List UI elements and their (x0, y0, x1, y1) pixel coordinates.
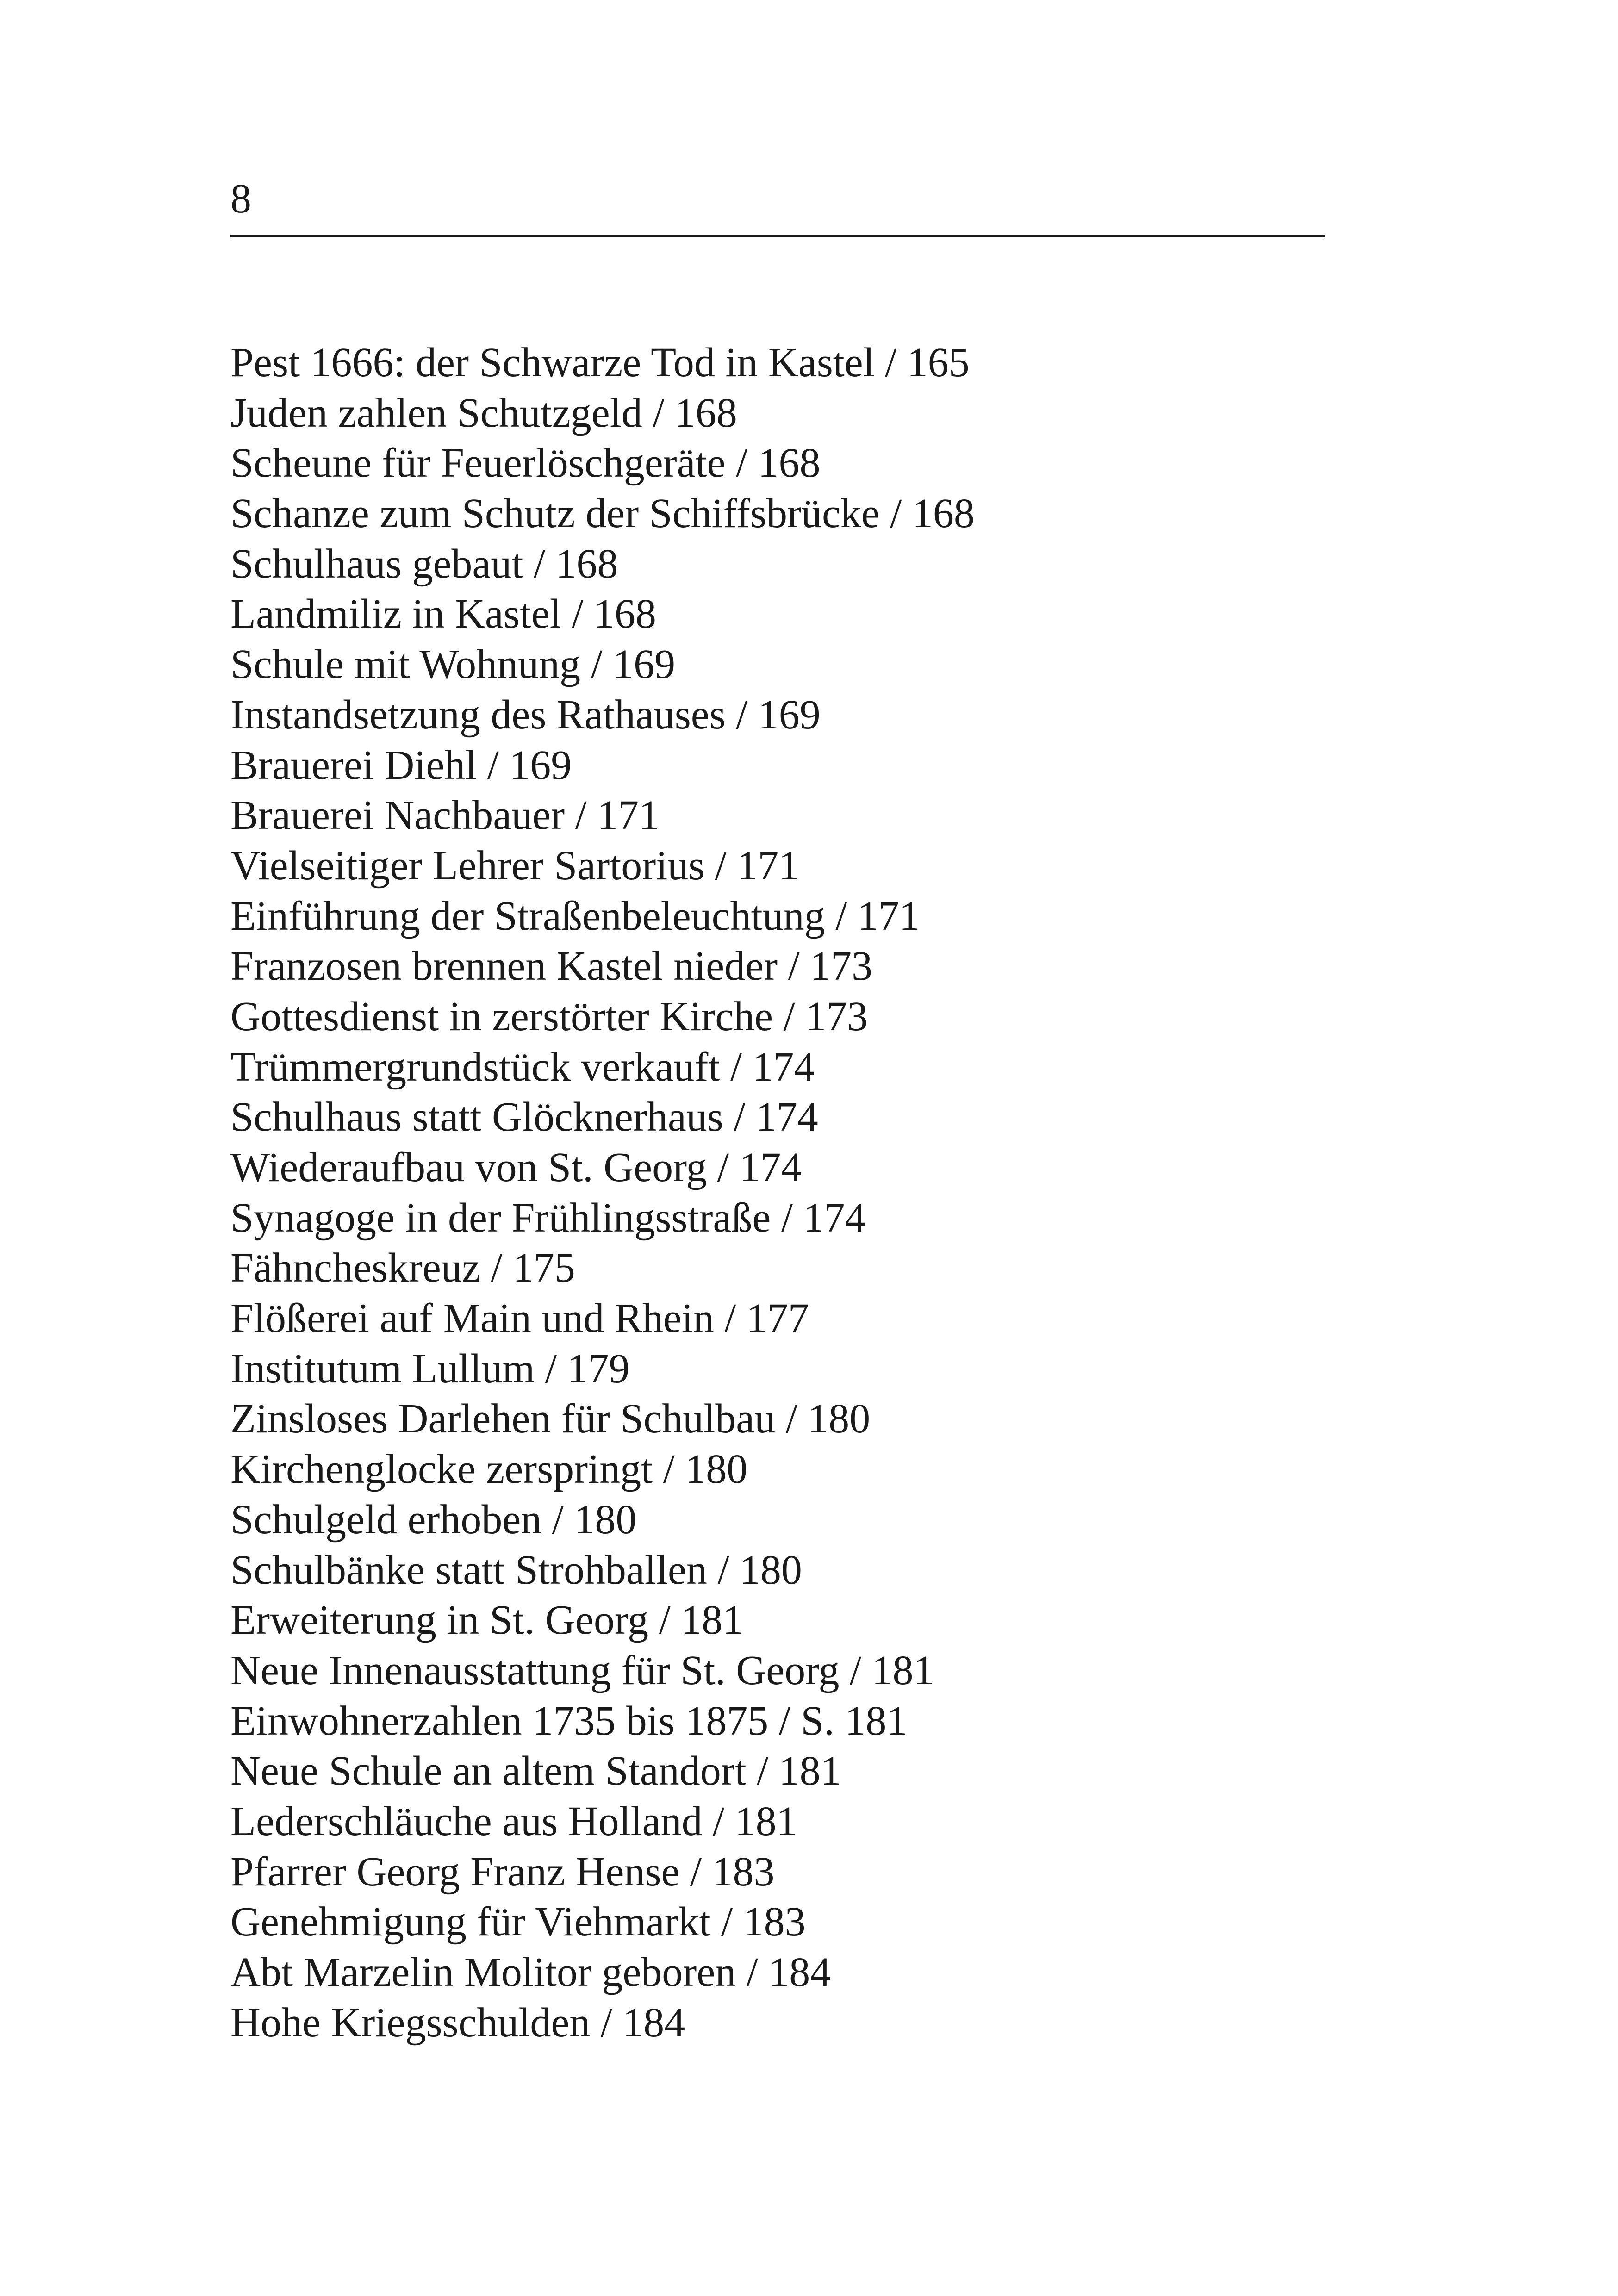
toc-entry: Zinsloses Darlehen für Schulbau / 180 (230, 1396, 871, 1442)
toc-entry: Fähncheskreuz / 175 (230, 1245, 575, 1291)
toc-entry: Schulhaus gebaut / 168 (230, 541, 618, 587)
toc-entry: Einwohnerzahlen 1735 bis 1875 / S. 181 (230, 1698, 908, 1744)
toc-entry: Schulgeld erhoben / 180 (230, 1496, 637, 1543)
table-of-contents (230, 338, 975, 2048)
toc-entry: Juden zahlen Schutzgeld / 168 (230, 390, 737, 436)
toc-entry: Synagoge in der Frühlingsstraße / 174 (230, 1195, 866, 1241)
toc-entry: Einführung der Straßenbeleuchtung / 171 (230, 893, 920, 939)
toc-entry: Scheune für Feuerlöschgeräte / 168 (230, 440, 821, 486)
toc-entry: Flößerei auf Main und Rhein / 177 (230, 1295, 809, 1342)
toc-entry: Erweiterung in St. Georg / 181 (230, 1597, 744, 1643)
page-number: 8 (230, 176, 251, 222)
toc-entry: Lederschläuche aus Holland / 181 (230, 1798, 797, 1844)
toc-entry: Brauerei Nachbauer / 171 (230, 792, 660, 839)
toc-entry: Schanze zum Schutz der Schiffsbrücke / 168 (230, 491, 975, 537)
toc-entry: Landmiliz in Kastel / 168 (230, 591, 656, 637)
toc-entry: Kirchenglocke zerspringt / 180 (230, 1446, 748, 1493)
toc-entry: Abt Marzelin Molitor geboren / 184 (230, 1949, 831, 1995)
header-rule (230, 235, 1325, 237)
toc-entry: Genehmigung für Viehmarkt / 183 (230, 1899, 806, 1945)
toc-entry: Franzosen brennen Kastel nieder / 173 (230, 943, 873, 989)
toc-entry: Brauerei Diehl / 169 (230, 742, 572, 788)
toc-entry: Wiederaufbau von St. Georg / 174 (230, 1145, 802, 1190)
toc-entry: Schule mit Wohnung / 169 (230, 641, 676, 688)
toc-entry: Vielseitiger Lehrer Sartorius / 171 (230, 842, 800, 889)
toc-entry: Gottesdienst in zerstörter Kirche / 173 (230, 993, 868, 1039)
toc-entry: Schulbänke statt Strohballen / 180 (230, 1547, 802, 1593)
toc-entry: Hohe Kriegsschulden / 184 (230, 1999, 685, 2046)
toc-entry: Trümmergrundstück verkauft / 174 (230, 1044, 815, 1090)
toc-entry: Institutum Lullum / 179 (230, 1345, 630, 1392)
toc-entry: Instandsetzung des Rathauses / 169 (230, 691, 821, 738)
toc-entry: Pest 1666: der Schwarze Tod in Kastel / 165 (230, 340, 970, 386)
toc-entry: Schulhaus statt Glöcknerhaus / 174 (230, 1094, 818, 1140)
toc-entry: Neue Innenausstattung für St. Georg / 181 (230, 1647, 934, 1693)
toc-entry: Neue Schule an altem Standort / 181 (230, 1748, 841, 1794)
toc-entry: Pfarrer Georg Franz Hense / 183 (230, 1848, 775, 1895)
